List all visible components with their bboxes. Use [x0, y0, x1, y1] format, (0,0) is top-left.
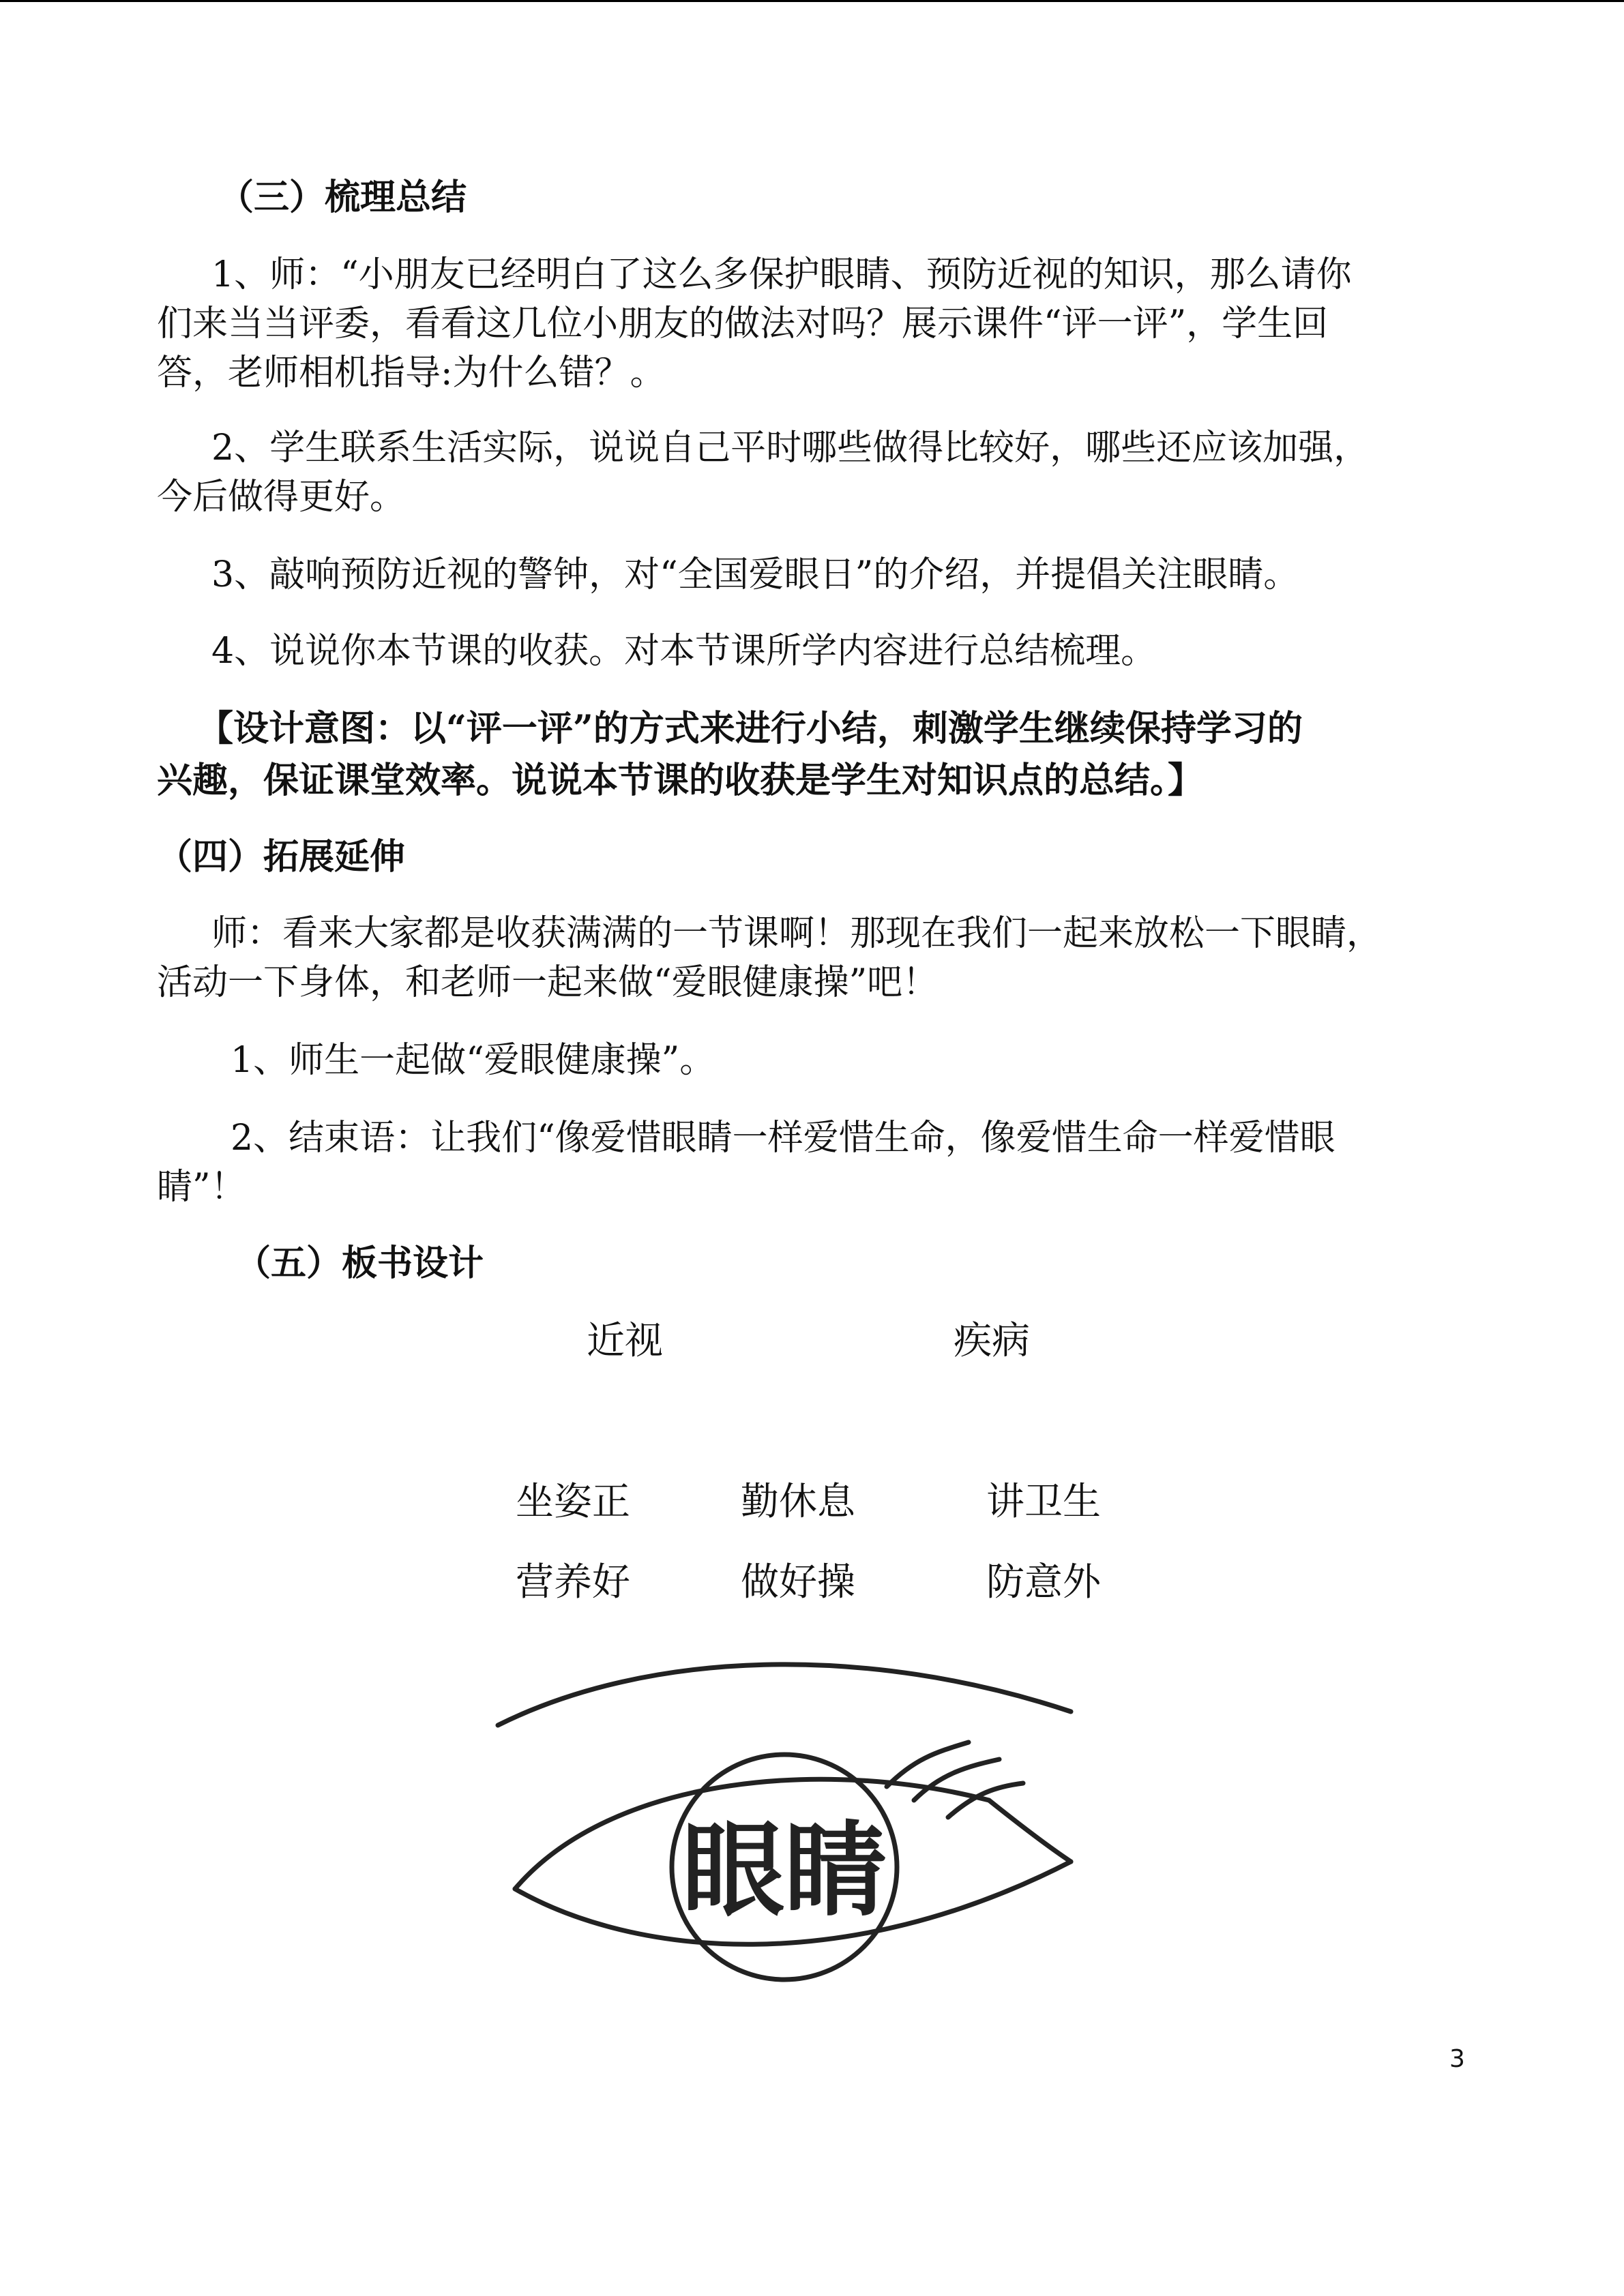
board-row1-item2: 勤休息 [741, 1480, 855, 1524]
eye-drawing [477, 1637, 1160, 2005]
page-top-border [0, 0, 1624, 2]
section3-item4: 4、说说你本节课的收获。对本节课所学内容进行总结梳理。 [211, 631, 1157, 672]
section3-item2-line1: 2、学生联系生活实际，说说自己平时哪些做得比较好，哪些还应该加强， [211, 428, 1370, 468]
section4-teacher-line1: 师：看来大家都是收获满满的一节课啊！那现在我们一起来放松一下眼睛， [211, 913, 1383, 954]
eyebrow-stroke [498, 1665, 1071, 1725]
board-row2-item3: 防意外 [986, 1560, 1101, 1605]
section3-item3: 3、敲响预防近视的警钟，对“全国爱眼日”的介绍，并提倡关注眼睛。 [211, 554, 1299, 595]
design-intent-line1: 【设计意图：以“评一评”的方式来进行小结，刺激学生继续保持学习的 [198, 708, 1303, 749]
section5-heading: （五）板书设计 [235, 1242, 484, 1284]
board-top-left: 近视 [587, 1319, 663, 1363]
section4-item2-line2: 睛”！ [157, 1167, 246, 1208]
section3-item1-line3: 答，老师相机指导:为什么错？。 [157, 353, 666, 393]
section4-teacher-line2: 活动一下身体，和老师一起来做“爱眼健康操”吧！ [157, 962, 939, 1003]
section3-item2-line2: 今后做得更好。 [157, 477, 406, 518]
section3-item1-line1: 1、师：“小朋友已经明白了这么多保护眼睛、预防近视的知识，那么请你 [211, 254, 1352, 295]
section4-item1: 1、师生一起做“爱眼健康操”。 [231, 1040, 715, 1081]
eye-label: 眼睛 [681, 1812, 887, 1930]
eyelash-1 [887, 1742, 969, 1787]
design-intent-line2: 兴趣，保证课堂效率。说说本节课的收获是学生对知识点的总结。】 [157, 760, 1204, 801]
section4-item2-line1: 2、结束语：让我们“像爱惜眼睛一样爱惜生命，像爱惜生命一样爱惜眼 [231, 1118, 1335, 1159]
board-row1-item1: 坐姿正 [516, 1480, 630, 1524]
page-number: 3 [1449, 2045, 1465, 2073]
section4-heading: （四）拓展延伸 [157, 836, 406, 878]
section3-item1-line2: 们来当当评委，看看这几位小朋友的做法对吗？展示课件“评一评”，学生回 [157, 303, 1329, 344]
board-row2-item1: 营养好 [516, 1560, 630, 1605]
board-row2-item2: 做好操 [741, 1560, 855, 1605]
board-row1-item3: 讲卫生 [986, 1480, 1101, 1524]
board-top-right: 疾病 [954, 1319, 1030, 1363]
section3-heading: （三）梳理总结 [218, 177, 467, 218]
